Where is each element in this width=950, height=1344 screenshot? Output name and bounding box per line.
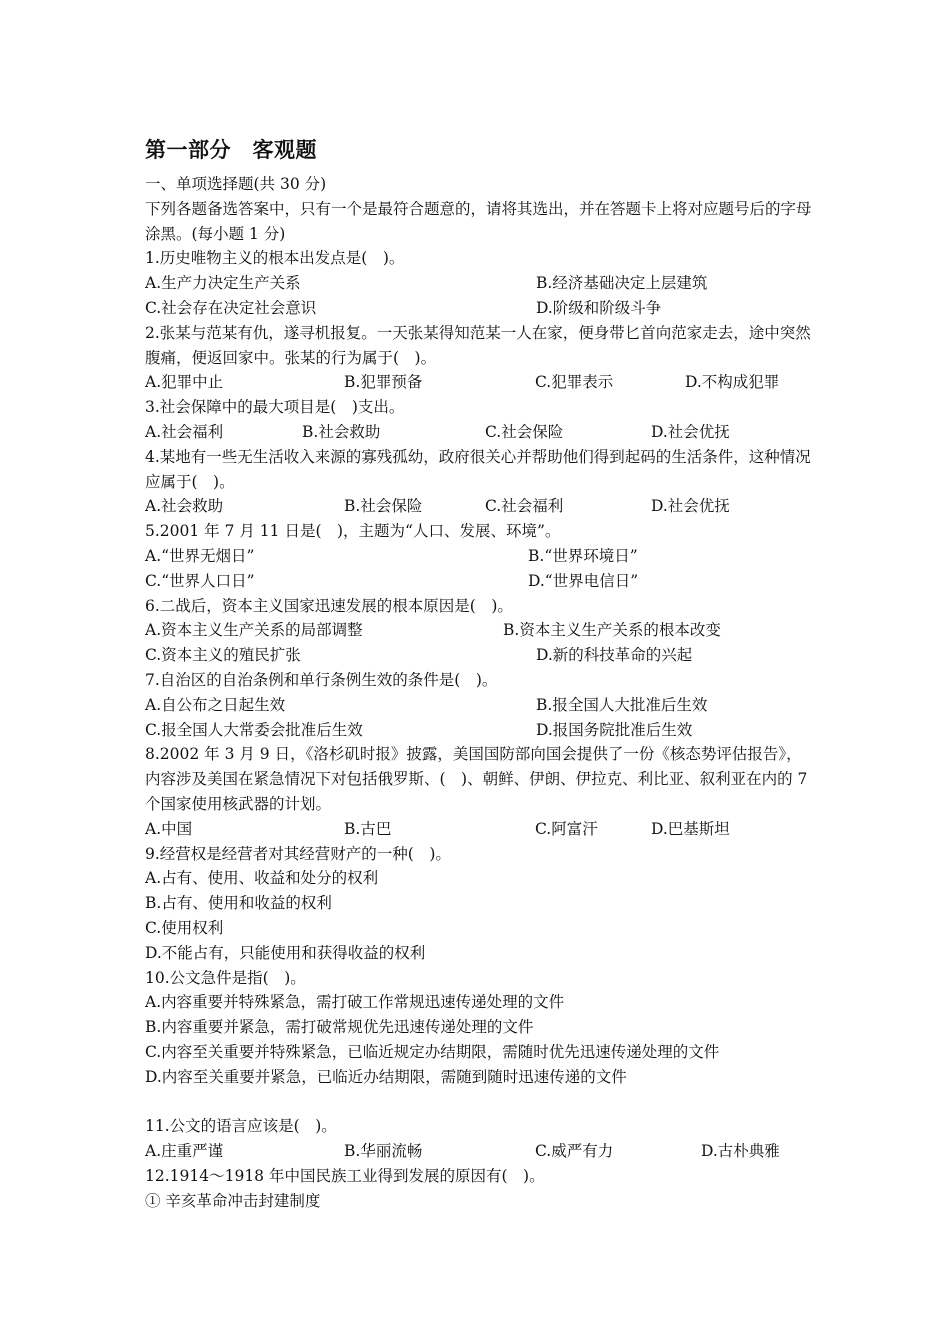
q1-option-d: D.阶级和阶级斗争 — [536, 298, 662, 317]
q7-option-b: B.报全国人大批准后生效 — [536, 695, 708, 714]
question-3-stem: 3.社会保障中的最大项目是( )支出。 — [145, 398, 405, 417]
q5-option-b: B.“世界环境日” — [528, 546, 638, 565]
question-5-options-row-2 — [145, 569, 815, 594]
q8-option-c: C.阿富汗 — [535, 819, 598, 838]
question-9-stem: 9.经营权是经营者对其经营财产的一种( )。 — [145, 844, 451, 863]
q9-option-d: D.不能占有，只能使用和获得收益的权利 — [145, 943, 426, 962]
exam-page — [145, 134, 815, 1213]
q11-option-c: C.威严有力 — [535, 1142, 614, 1161]
blank-line — [145, 1089, 815, 1114]
question-10-stem: 10.公文急件是指( )。 — [145, 968, 306, 987]
q3-option-c: C.社会保险 — [485, 422, 564, 441]
q5-option-d: D.“世界电信日” — [528, 571, 639, 590]
question-2-options — [145, 370, 815, 395]
q6-option-a: A.资本主义生产关系的局部调整 — [145, 621, 363, 640]
q11-option-d: D.古朴典雅 — [701, 1142, 780, 1161]
question-1-options-row-1 — [145, 271, 815, 296]
question-3-options — [145, 420, 815, 445]
question-11-stem: 11.公文的语言应该是( )。 — [145, 1117, 337, 1136]
q7-option-a: A.自公布之日起生效 — [145, 695, 286, 714]
q8-option-a: A.中国 — [145, 819, 193, 838]
q5-option-a: A.“世界无烟日” — [145, 546, 255, 565]
q3-option-b: B.社会救助 — [302, 422, 381, 441]
q8-option-b: B.古巴 — [344, 819, 392, 838]
q6-option-d: D.新的科技革命的兴起 — [536, 646, 693, 665]
question-1-stem: 1.历史唯物主义的根本出发点是( )。 — [145, 249, 405, 268]
question-2-stem: 2.张某与范某有仇，遂寻机报复。一天张某得知范某一人在家，便身带匕首向范家走去，途中突然腹痛，便返回家中。张某的行为属于( )。 — [145, 323, 811, 367]
question-4-options — [145, 494, 815, 519]
q2-option-c: C.犯罪表示 — [535, 373, 614, 392]
q3-option-d: D.社会优抚 — [651, 422, 730, 441]
q4-option-d: D.社会优抚 — [651, 497, 730, 516]
q4-option-c: C.社会福利 — [485, 497, 564, 516]
question-1-options-row-2 — [145, 296, 815, 321]
q12-item-1: ① 辛亥革命冲击封建制度 — [145, 1191, 321, 1210]
question-7-options-row-1 — [145, 693, 815, 718]
q2-option-a: A.犯罪中止 — [145, 373, 224, 392]
page-title: 第一部分 客观题 — [145, 138, 317, 162]
q6-option-b: B.资本主义生产关系的根本改变 — [503, 621, 721, 640]
question-12-stem: 12.1914～1918 年中国民族工业得到发展的原因有( )。 — [145, 1166, 545, 1185]
section-heading: 一、单项选择题(共 30 分) — [145, 175, 327, 193]
question-6-options-row-2 — [145, 643, 815, 668]
question-7-stem: 7.自治区的自治条例和单行条例生效的条件是( )。 — [145, 670, 498, 689]
q10-option-d: D.内容至关重要并紧急，已临近办结期限，需随到随时迅速传递的文件 — [145, 1067, 627, 1086]
q9-option-a: A.占有、使用、收益和处分的权利 — [145, 869, 379, 888]
q2-option-b: B.犯罪预备 — [344, 373, 423, 392]
q4-option-b: B.社会保险 — [344, 497, 423, 516]
q5-option-c: C.“世界人口日” — [145, 571, 255, 590]
question-4-stem: 4.某地有一些无生活收入来源的寡残孤幼，政府很关心并帮助他们得到起码的生活条件，这种情况应属于( )。 — [145, 447, 811, 491]
q6-option-c: C.资本主义的殖民扩张 — [145, 646, 301, 665]
question-5-stem: 5.2001 年 7 月 11 日是( )，主题为“人口、发展、环境”。 — [145, 522, 561, 541]
q11-option-b: B.华丽流畅 — [344, 1142, 423, 1161]
q9-option-c: C.使用权利 — [145, 918, 224, 937]
q8-option-d: D.巴基斯坦 — [651, 819, 730, 838]
q1-option-b: B.经济基础决定上层建筑 — [536, 274, 708, 293]
q4-option-a: A.社会救助 — [145, 497, 224, 516]
q7-option-d: D.报国务院批准后生效 — [536, 720, 693, 739]
q10-option-b: B.内容重要并紧急，需打破常规优先迅速传递处理的文件 — [145, 1018, 534, 1037]
q11-option-a: A.庄重严谨 — [145, 1142, 224, 1161]
q10-option-a: A.内容重要并特殊紧急，需打破工作常规迅速传递处理的文件 — [145, 993, 565, 1012]
instruction-text: 下列各题备选答案中，只有一个是最符合题意的，请将其选出，并在答题卡上将对应题号后的字母涂黑。(每小题 1 分) — [145, 199, 812, 243]
q3-option-a: A.社会福利 — [145, 422, 224, 441]
q1-option-c: C.社会存在决定社会意识 — [145, 298, 317, 317]
question-11-options — [145, 1139, 815, 1164]
q1-option-a: A.生产力决定生产关系 — [145, 274, 301, 293]
q9-option-b: B.占有、使用和收益的权利 — [145, 894, 332, 913]
q10-option-c: C.内容至关重要并特殊紧急，已临近规定办结期限，需随时优先迅速传递处理的文件 — [145, 1042, 720, 1061]
question-5-options-row-1 — [145, 544, 815, 569]
question-6-options-row-1 — [145, 618, 815, 643]
question-7-options-row-2 — [145, 718, 815, 743]
question-8-options — [145, 817, 815, 842]
question-8-stem: 8.2002 年 3 月 9 日，《洛杉矶时报》披露，美国国防部向国会提供了一份《核态势评估报告》，内容涉及美国在紧急情况下对包括俄罗斯、( )、朝鲜、伊朗、伊拉克、利比亚、叙利亚在内的 7 个国家使用核武器的计划。 — [145, 745, 808, 813]
q7-option-c: C.报全国人大常委会批准后生效 — [145, 720, 363, 739]
q2-option-d: D.不构成犯罪 — [685, 373, 780, 392]
question-6-stem: 6.二战后，资本主义国家迅速发展的根本原因是( )。 — [145, 596, 513, 615]
